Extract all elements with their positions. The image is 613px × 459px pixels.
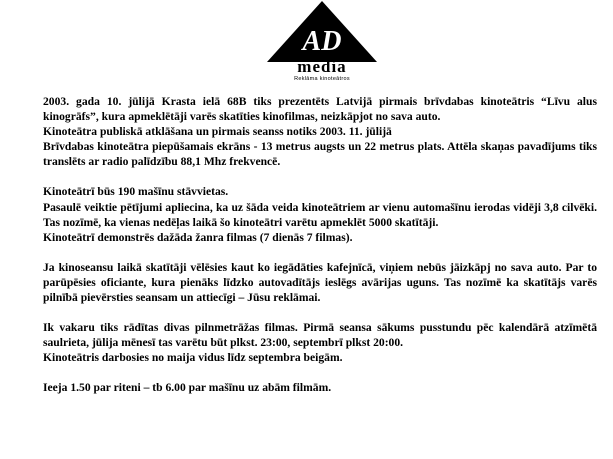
logo-triangle-icon <box>262 0 382 82</box>
ad-media-logo <box>262 0 382 82</box>
document-body <box>43 94 597 396</box>
paragraph-price: Ieeja 1.50 par riteni – tb 6.00 par mašīnu uz abām filmām. <box>43 381 332 395</box>
paragraph-research: Pasaulē veiktie pētījumi apliecina, ka uz šāda veida kinoteātriem ar vienu automašīnu ierodas vidēji 3,8 cilvēki. Tas nozīmē, ka vienas nedēļas laikā šo kinoteātri varētu apmeklēt 5000 skatītāji. <box>43 200 597 229</box>
paragraph-presentation: 2003. gada 10. jūlijā Krasta ielā 68B tiks prezentēts Latvijā pirmais brīvdabas kinoteātris “Līvu alus kinogrāfs”, kura apmeklētāji varēs skatīties kinofilmas, neizkāpjot no sava auto. <box>43 95 597 124</box>
paragraph-spacer <box>43 305 597 320</box>
paragraph-schedule: Ik vakaru tiks rādītas divas pilnmetrāžas filmas. Pirmā seansa sākums pusstundu pēc kalendārā atzīmētā saulrieta, jūlija mēnesī tas varētu būt plkst. 23:00, septembrī plkst 20:00. <box>43 321 597 350</box>
logo-monogram: AD <box>302 26 342 57</box>
paragraph-genres: Kinoteātrī demonstrēs dažāda žanra filmas (7 dienās 7 filmas). <box>43 230 353 244</box>
paragraph-season: Kinoteātris darbosies no maija vidus līdz septembra beigām. <box>43 351 343 365</box>
paragraph-spacer <box>43 169 597 184</box>
paragraph-cafe: Ja kinoseansu laikā skatītāji vēlēsies kaut ko iegādāties kafejnīcā, viņiem nebūs jāizkāpj no sava auto. Par to parūpēsies oficiante, kura pienāks līdzko autovadītājs ieslēgs avārijas uguns. Tas nozīmē ka skatītājs varēs pilnībā pievērsties seansam un attiecīgi – Jūsu reklāmai. <box>43 260 597 305</box>
logo-brand: media <box>297 57 347 76</box>
paragraph-parking: Kinoteātrī būs 190 mašīnu stāvvietas. <box>43 185 229 199</box>
paragraph-spacer <box>43 245 597 260</box>
paragraph-screen: Brīvdabas kinoteātra piepūšamais ekrāns - 13 metrus augsts un 22 metrus plats. Attēla skaņas pavadījums tiks translēts ar radio palīdzību 88,1 Mhz frekvencē. <box>43 140 597 169</box>
paragraph-spacer <box>43 365 597 380</box>
paragraph-opening: Kinoteātra publiskā atklāšana un pirmais seanss notiks 2003. 11. jūlijā <box>43 125 392 139</box>
logo-tagline: Reklāma kinoteātros <box>294 76 350 82</box>
